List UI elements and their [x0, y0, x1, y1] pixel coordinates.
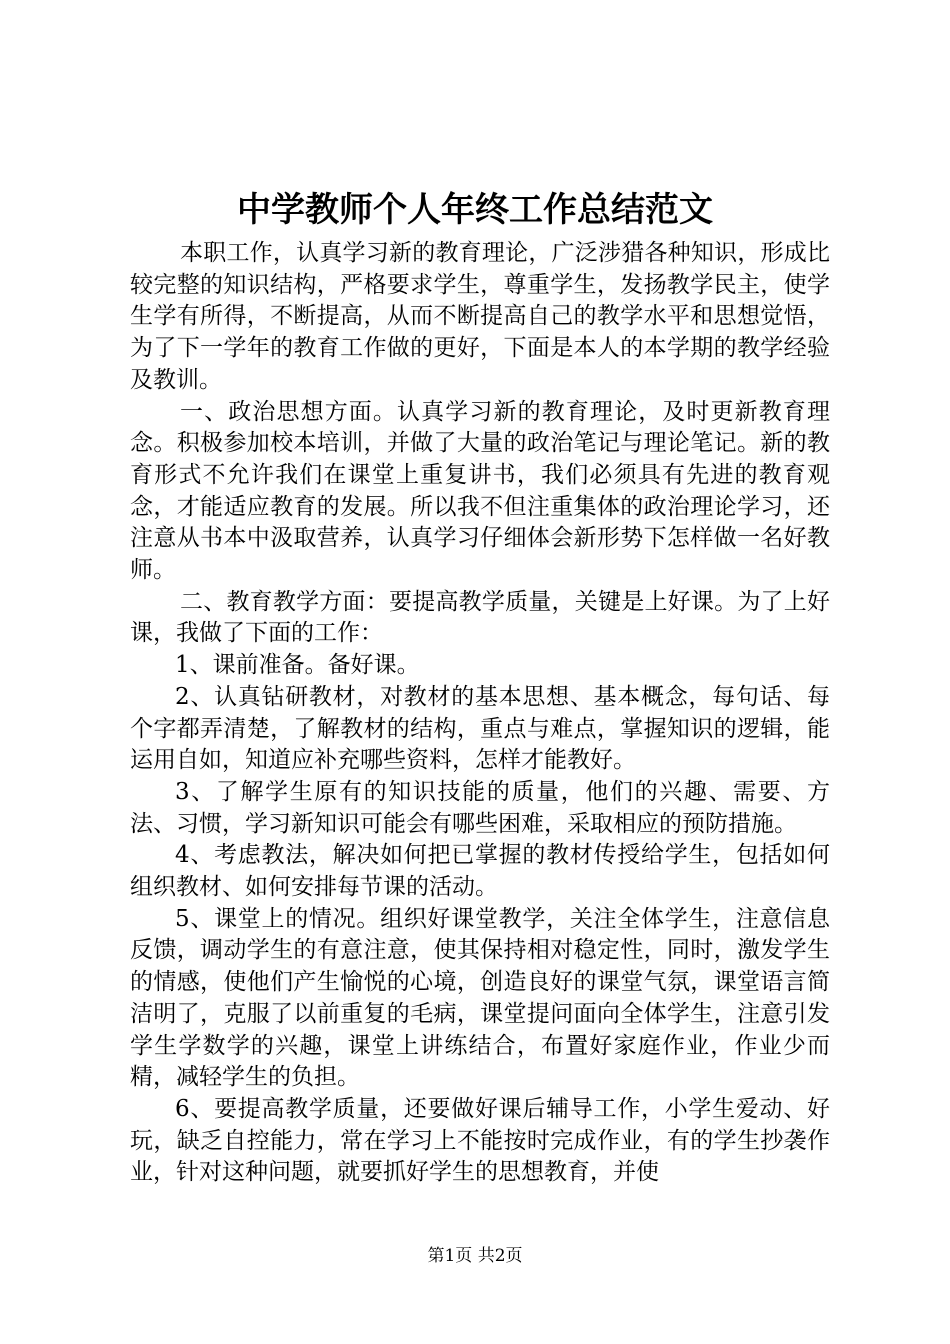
- list-item-2: 2、认真钻研教材，对教材的基本思想、基本概念，每句话、每个字都弄清楚，了解教材的结构，重点与难点，掌握知识的逻辑，能运用自如，知道应补充哪些资料，怎样才能教好。: [130, 683, 830, 774]
- list-item-1: 1、课前准备。备好课。: [175, 652, 420, 679]
- list-item-5: 5、课堂上的情况。组织好课堂教学，关注全体学生，注意信息反馈，调动学生的有意注意，使其保持相对稳定性，同时，激发学生的情感，使他们产生愉悦的心境，创造良好的课堂气氛，课堂语言简洁明了，克服了以前重复的毛病，课堂提问面向全体学生，注意引发学生学数学的兴趣，课堂上讲练结合，布置好家庭作业，作业少而精，减轻学生的负担。: [130, 905, 830, 1091]
- paragraph-political: 一、政治思想方面。认真学习新的教育理论，及时更新教育理念。积极参加校本培训，并做了大量的政治笔记与理论笔记。新的教育形式不允许我们在课堂上重复讲书，我们必须具有先进的教育观念，才能适应教育的发展。所以我不但注重集体的政治理论学习，还注意从书本中汲取营养，认真学习仔细体会新形势下怎样做一名好教师。: [130, 398, 830, 584]
- document-body: [130, 238, 830, 1189]
- page-footer: 第1页 共2页: [427, 1246, 523, 1266]
- paragraph-intro: 本职工作，认真学习新的教育理论，广泛涉猎各种知识，形成比较完整的知识结构，严格要求学生，尊重学生，发扬教学民主，使学生学有所得，不断提高，从而不断提高自己的教学水平和思想觉悟，为了下一学年的教育工作做的更好，下面是本人的本学期的教学经验及教训。: [130, 240, 830, 393]
- list-item-4: 4、考虑教法，解决如何把已掌握的教材传授给学生，包括如何组织教材、如何安排每节课的活动。: [130, 842, 830, 901]
- list-item-6: 6、要提高教学质量，还要做好课后辅导工作，小学生爱动、好玩，缺乏自控能力，常在学习上不能按时完成作业，有的学生抄袭作业，针对这种问题，就要抓好学生的思想教育，并使: [130, 1095, 830, 1186]
- paragraph-teaching: 二、教育教学方面：要提高教学质量，关键是上好课。为了上好课，我做了下面的工作：: [130, 588, 830, 647]
- list-item-3: 3、了解学生原有的知识技能的质量，他们的兴趣、需要、方法、习惯，学习新知识可能会有哪些困难，采取相应的预防措施。: [130, 778, 830, 837]
- document-title: 中学教师个人年终工作总结范文: [237, 190, 713, 230]
